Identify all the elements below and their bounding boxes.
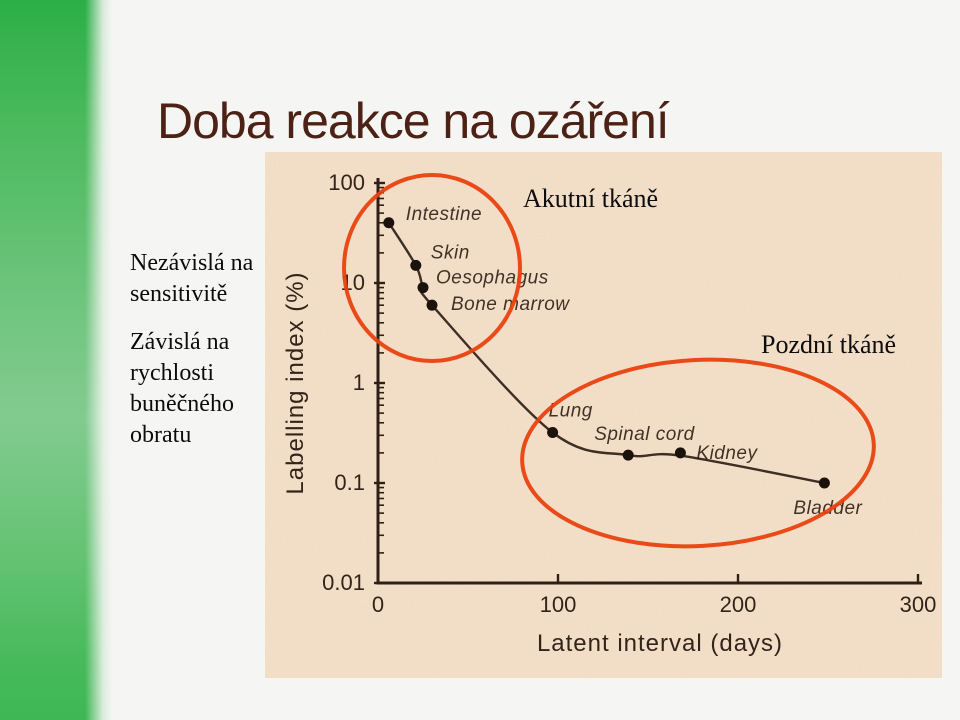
side-notes bbox=[130, 248, 264, 468]
y-tick-label: 1 bbox=[352, 370, 365, 395]
y-tick-label: 100 bbox=[328, 170, 365, 195]
x-tick-label: 200 bbox=[719, 592, 757, 617]
slide-accent-bar bbox=[0, 0, 112, 720]
data-point-intestine bbox=[383, 217, 394, 228]
data-point-kidney bbox=[675, 447, 686, 458]
slide-title: Doba reakce na ozáření bbox=[157, 92, 669, 149]
data-point-lung bbox=[547, 427, 558, 438]
point-label-intestine: Intestine bbox=[405, 203, 483, 225]
data-point-spinal-cord bbox=[623, 450, 634, 461]
point-label-spinal-cord: Spinal cord bbox=[594, 424, 695, 446]
annotation-late-tissues: Pozdní tkáně bbox=[761, 330, 897, 359]
data-point-bladder bbox=[819, 478, 830, 489]
data-point-bone-marrow bbox=[427, 300, 438, 311]
data-point-skin bbox=[410, 260, 421, 271]
x-tick-label: 0 bbox=[371, 592, 385, 617]
point-label-kidney: Kidney bbox=[696, 442, 758, 464]
point-label-oesophagus: Oesophagus bbox=[436, 267, 549, 289]
point-label-bone-marrow: Bone marrow bbox=[451, 294, 570, 316]
x-tick-label: 300 bbox=[899, 592, 937, 617]
y-tick-label: 0.01 bbox=[322, 570, 365, 595]
point-label-bladder: Bladder bbox=[793, 498, 863, 519]
chart-plot bbox=[265, 152, 942, 678]
y-tick-label: 0.1 bbox=[334, 470, 365, 495]
annotation-acute-tissues: Akutní tkáně bbox=[523, 184, 659, 213]
x-axis-title: Latent interval (days) bbox=[536, 630, 784, 657]
y-tick-label: 10 bbox=[340, 270, 365, 295]
note-dependent-turnover: Závislá na rychlosti buněčného obratu bbox=[130, 329, 234, 448]
point-label-skin: Skin bbox=[430, 242, 470, 264]
data-point-oesophagus bbox=[418, 282, 429, 293]
chart-scan-image bbox=[265, 152, 942, 678]
x-tick-label: 100 bbox=[539, 592, 577, 617]
y-axis-title: Labelling index (%) bbox=[282, 271, 309, 495]
point-label-lung: Lung bbox=[548, 400, 593, 422]
note-independent-sensitivity: Nezávislá na sensitivitě bbox=[130, 250, 254, 307]
